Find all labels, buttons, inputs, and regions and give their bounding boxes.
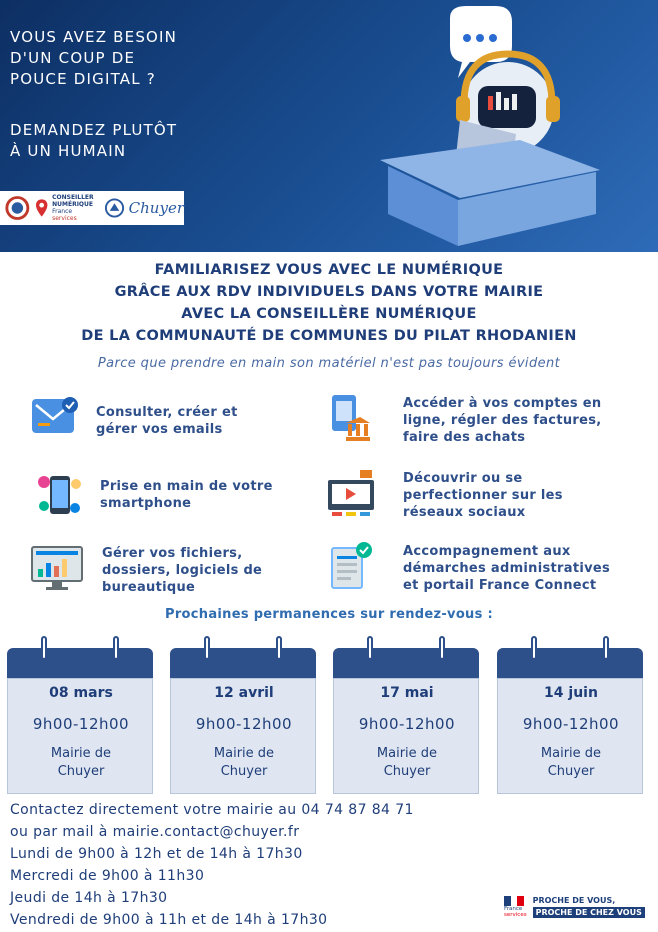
- contact-email: ou par mail à mairie.contact@chuyer.fr: [10, 824, 300, 840]
- marianne-icon: [504, 896, 524, 906]
- banner-line: VOUS AVEZ BESOIN: [10, 28, 178, 46]
- feature-smartphone: Prise en main de votre smartphone: [100, 479, 273, 511]
- appointment-place: Mairie de Chuyer: [540, 746, 602, 779]
- banner-answer: [10, 120, 177, 162]
- appointment-time: 9h00-12h00: [195, 715, 293, 733]
- location-pin-icon: [35, 198, 48, 218]
- tagline: Parce que prendre en main son matériel n'est pas toujours évident: [97, 356, 561, 371]
- france-services-badge: [504, 896, 645, 918]
- calendar-header: [7, 648, 153, 678]
- feature-files-office: Gérer vos fichiers, dossiers, logiciels de bureautique: [102, 546, 263, 595]
- robot-assistant-illustration-icon: [370, 0, 658, 252]
- appointment-place: Mairie de Chuyer: [376, 746, 438, 779]
- appointment-place: Mairie de Chuyer: [213, 746, 275, 779]
- appointment-date: 08 mars: [49, 685, 113, 701]
- calendar-ring-icon: [113, 636, 119, 660]
- banner-question: [10, 27, 177, 90]
- email-icon: [30, 393, 80, 439]
- appointment-date: 17 mai: [380, 685, 434, 701]
- headline-line: AVEC LA CONSEILLÈRE NUMÉRIQUE: [181, 306, 477, 322]
- hours-monday: Lundi de 9h00 à 12h et de 14h à 17h30: [10, 846, 303, 862]
- feature-admin-procedures: Accompagnement aux démarches administratives et portail France Connect: [403, 544, 611, 593]
- headline-line: FAMILIARISEZ VOUS AVEC LE NUMÉRIQUE: [154, 262, 504, 278]
- conseiller-numerique-logo: CONSEILLER NUMÉRIQUE France services: [52, 194, 94, 222]
- appointment-card: [497, 648, 643, 794]
- calendar-body: [7, 678, 153, 794]
- contact-phone: Contactez directement votre mairie au 04 74 87 84 71: [10, 802, 414, 818]
- headline-line: DE LA COMMUNAUTÉ DE COMMUNES DU PILAT RHODANIEN: [81, 328, 577, 344]
- smartphone-icon: [36, 470, 82, 520]
- appointment-date: 12 avril: [214, 685, 274, 701]
- social-video-icon: [324, 468, 378, 520]
- appointment-card: [333, 648, 479, 794]
- banner-line: POUCE DIGITAL ?: [10, 70, 156, 88]
- appointment-time: 9h00-12h00: [522, 715, 620, 733]
- feature-social-networks: Découvrir ou se perfectionner sur les réseaux sociaux: [403, 471, 563, 520]
- calendar-body: [333, 678, 479, 794]
- document-check-icon: [326, 540, 374, 592]
- calendar-header: [497, 648, 643, 678]
- calendar-ring-icon: [276, 636, 282, 660]
- chuyer-logo-text: Chuyer: [128, 199, 184, 217]
- calendar-header: [170, 648, 316, 678]
- calendar-body: [497, 678, 643, 794]
- hero-banner: [0, 0, 658, 252]
- cc-pilat-logo-icon: [4, 194, 31, 222]
- hours-thursday: Jeudi de 14h à 17h30: [10, 890, 168, 906]
- upcoming-sessions-title: Prochaines permanences sur rendez-vous :: [165, 607, 493, 622]
- banner-line: DEMANDEZ PLUTÔT: [10, 121, 178, 139]
- france-services-logo: France services: [504, 896, 527, 918]
- chuyer-crest-icon: [104, 197, 125, 219]
- appointment-place: Mairie de Chuyer: [50, 746, 112, 779]
- appointment-card: [7, 648, 153, 794]
- calendar-ring-icon: [603, 636, 609, 660]
- calendar-ring-icon: [367, 636, 373, 660]
- feature-online-accounts: Accéder à vos comptes en ligne, régler des factures, faire des achats: [403, 396, 602, 445]
- appointment-time: 9h00-12h00: [358, 715, 456, 733]
- headline-line: GRÂCE AUX RDV INDIVIDUELS DANS VOTRE MAIRIE: [114, 284, 544, 300]
- calendar-ring-icon: [531, 636, 537, 660]
- feature-emails: Consulter, créer et gérer vos emails: [96, 405, 238, 437]
- calendar-body: [170, 678, 316, 794]
- calendar-ring-icon: [41, 636, 47, 660]
- monitor-chart-icon: [30, 543, 84, 593]
- appointment-time: 9h00-12h00: [32, 715, 130, 733]
- bank-icon: [326, 393, 372, 445]
- hours-wednesday: Mercredi de 9h00 à 11h30: [10, 868, 205, 884]
- banner-line: À UN HUMAIN: [10, 142, 127, 160]
- calendar-ring-icon: [204, 636, 210, 660]
- hours-friday: Vendredi de 9h00 à 11h et de 14h à 17h30: [10, 912, 328, 928]
- proche-de-vous-slogan: PROCHE DE VOUS, PROCHE DE CHEZ VOUS: [533, 896, 645, 918]
- calendar-ring-icon: [439, 636, 445, 660]
- partner-logos: [0, 191, 184, 225]
- calendar-header: [333, 648, 479, 678]
- appointment-card: [170, 648, 316, 794]
- banner-line: D'UN COUP DE: [10, 49, 136, 67]
- appointment-date: 14 juin: [544, 685, 598, 701]
